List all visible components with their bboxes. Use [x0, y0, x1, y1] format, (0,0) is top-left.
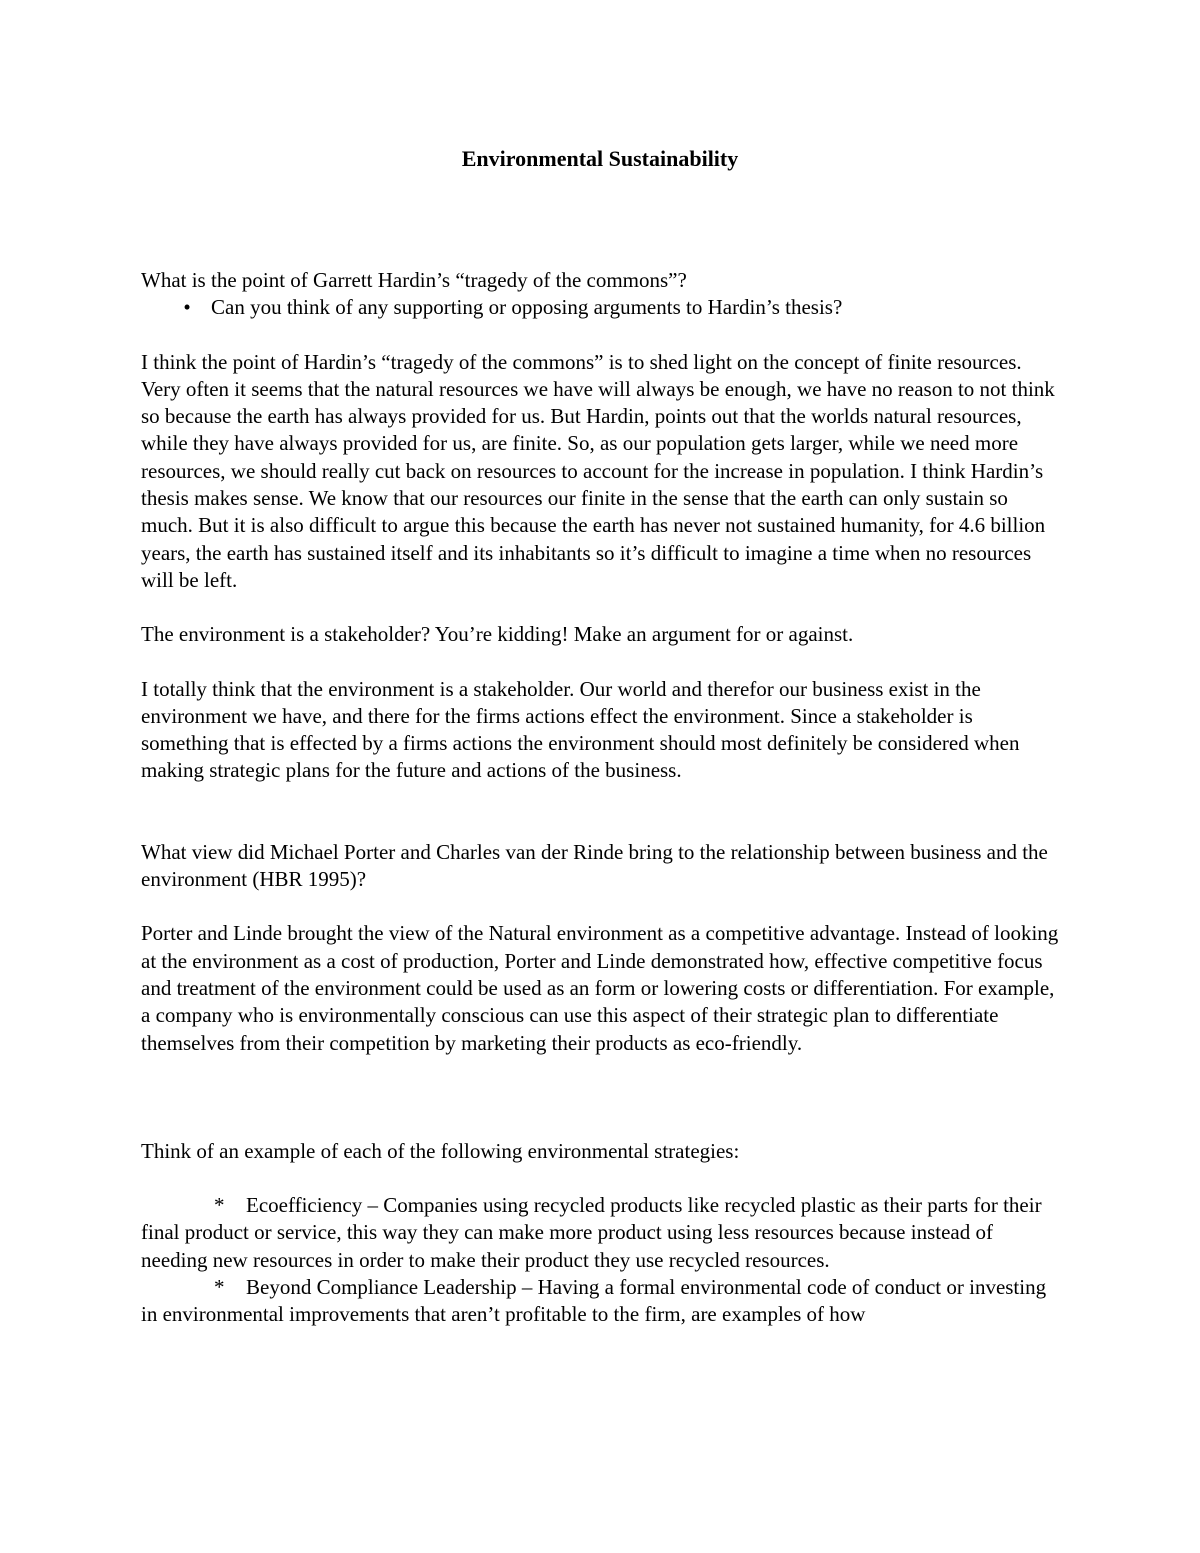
strategy-item-beyond-compliance: [141, 1274, 1059, 1329]
question-1-bullet: [141, 294, 1059, 321]
strategy-item-text: Ecoefficiency – Companies using recycled products like recycled plastic as their parts for their final product or service, this way they can make more product using less resources because instead of needing new resources in order to make their product they use recycled resources.: [141, 1193, 1042, 1272]
question-2: The environment is a stakeholder? You’re kidding! Make an argument for or against.: [141, 622, 854, 647]
question-1: What is the point of Garrett Hardin’s “tragedy of the commons”?: [141, 268, 687, 292]
document-body: [141, 140, 1059, 1329]
answer-3: Porter and Linde brought the view of the Natural environment as a competitive advantage. Instead of looking at the environment as a cost of production, Porter and Linde demonstrated how, effective competitive focus and treatment of the environment could be used as an form or lowering costs or differentiation. For example, a company who is environmentally conscious can use this aspect of their strategic plan to differentiate themselves from their competition by marketing their products as eco-friendly.: [141, 921, 1059, 1055]
asterisk-icon: *: [214, 1275, 225, 1300]
document-title: Environmental Sustainability: [461, 146, 739, 171]
answer-1: I think the point of Hardin’s “tragedy of the commons” is to shed light on the concept of finite resources. Very often it seems that the natural resources we have will always be enough, we have no reason to not think so because the earth has always provided for us. But Hardin, points out that the worlds natural resources, while they have always provided for us, are finite. So, as our population gets larger, while we need more resources, we should really cut back on resources to account for the increase in population. I think Hardin’s thesis makes sense. We know that our resources our finite in the sense that the earth can only sustain so much. But it is also difficult to argue this because the earth has never not sustained humanity, for 4.6 billion years, the earth has sustained itself and its inhabitants so it’s difficult to imagine a time when no resources will be left.: [141, 349, 1055, 592]
strategy-item-text: Beyond Compliance Leadership – Having a formal environmental code of conduct or investing in environmental improvements that aren’t profitable to the firm, are examples of how: [141, 1275, 1047, 1327]
question-1-bullet-text: Can you think of any supporting or opposing arguments to Hardin’s thesis?: [211, 295, 843, 320]
asterisk-icon: *: [214, 1193, 225, 1218]
question-4: Think of an example of each of the following environmental strategies:: [141, 1138, 740, 1163]
bullet-dot-icon: •: [183, 295, 191, 320]
question-3: What view did Michael Porter and Charles van der Rinde bring to the relationship between business and the environment (HBR 1995)?: [141, 839, 1048, 892]
strategy-item-ecoefficiency: [141, 1192, 1059, 1274]
answer-2: I totally think that the environment is a stakeholder. Our world and therefor our business exist in the environment we have, and there for the firms actions effect the environment. Since a stakeholder is something that is effected by a firms actions the environment should most definitely be considered when making strategic plans for the future and actions of the business.: [141, 676, 1020, 783]
